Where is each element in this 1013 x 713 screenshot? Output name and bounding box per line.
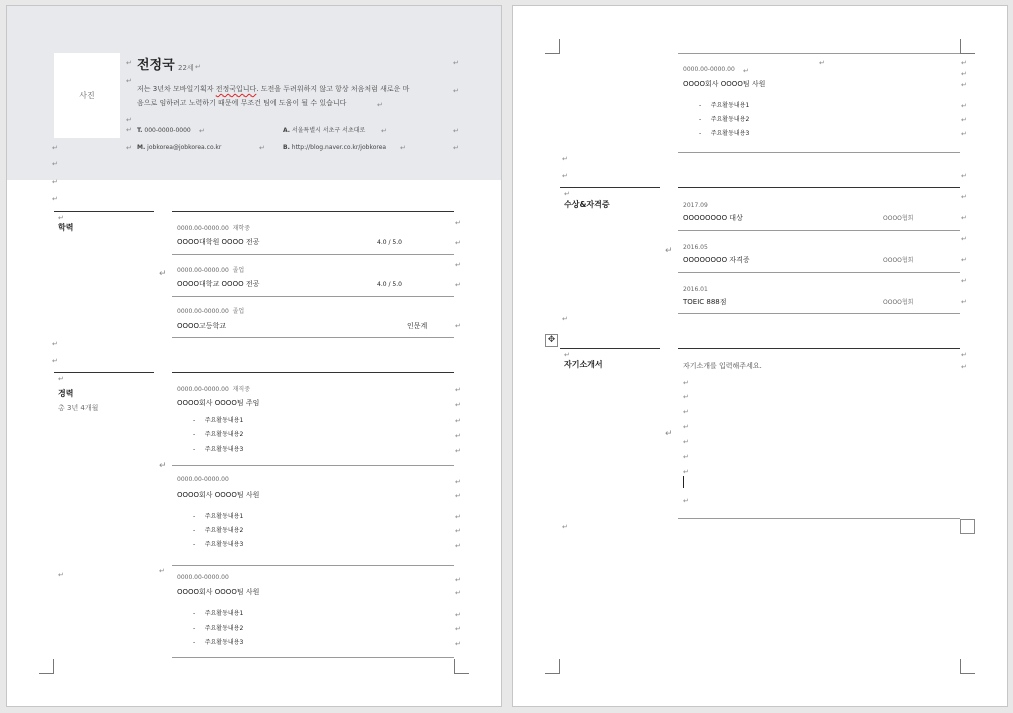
table-move-handle-icon[interactable]: ✥ bbox=[545, 334, 558, 347]
awards-left-rule bbox=[560, 187, 660, 188]
profile-photo-placeholder[interactable] bbox=[54, 53, 120, 138]
crop-mark bbox=[960, 659, 975, 674]
education-divider bbox=[172, 254, 454, 255]
paragraph-mark: ↵ bbox=[455, 625, 461, 633]
paragraph-mark: ↵ bbox=[52, 160, 58, 168]
bullet: - bbox=[193, 541, 196, 548]
award-name: OOOOOOOO 대상 bbox=[683, 214, 743, 222]
paragraph-mark: ↵ bbox=[52, 357, 58, 365]
career-org: OOOO회사 OOOO팀 사원 bbox=[683, 80, 766, 88]
award-date: 2016.05 bbox=[683, 244, 708, 251]
paragraph-mark: ↵ bbox=[743, 67, 749, 75]
career-task bbox=[193, 417, 243, 425]
career-org: OOOO회사 OOOO팀 사원 bbox=[177, 588, 260, 596]
career-divider bbox=[172, 465, 454, 466]
paragraph-mark: ↵ bbox=[961, 193, 967, 201]
paragraph-mark: ↵ bbox=[961, 214, 967, 222]
profile-age: 22세 bbox=[178, 64, 194, 72]
awards-divider bbox=[678, 272, 960, 273]
paragraph-mark: ↵ bbox=[961, 235, 967, 243]
paragraph-mark: ↵ bbox=[126, 126, 132, 134]
paragraph-mark: ↵ bbox=[961, 298, 967, 306]
task-text: 주요활동내용3 bbox=[204, 541, 244, 548]
paragraph-mark: ↵ bbox=[665, 246, 673, 256]
profile-name: 전정국 bbox=[137, 58, 175, 73]
profile-intro-line1 bbox=[137, 85, 409, 94]
education-grade: 4.0 / 5.0 bbox=[377, 281, 402, 288]
career-period: 0000.00-0000.00 bbox=[177, 476, 229, 483]
paragraph-mark: ↵ bbox=[159, 269, 167, 279]
photo-label: 사진 bbox=[79, 91, 95, 100]
address-value: 서울특별시 서초구 서초대로 bbox=[291, 127, 366, 134]
paragraph-mark: ↵ bbox=[455, 589, 461, 597]
paragraph-mark: ↵ bbox=[455, 542, 461, 550]
contact-email bbox=[137, 144, 221, 152]
paragraph-mark: ↵ bbox=[455, 576, 461, 584]
paragraph-mark: ↵ bbox=[665, 429, 673, 439]
contact-phone bbox=[137, 127, 191, 135]
paragraph-mark: ↵ bbox=[562, 315, 568, 323]
career-bottom-rule bbox=[172, 657, 454, 658]
career-task bbox=[193, 610, 243, 618]
career-period: 0000.00-0000.00 bbox=[177, 574, 229, 581]
document-page-1[interactable] bbox=[7, 6, 501, 706]
career-task bbox=[193, 625, 243, 633]
bullet: - bbox=[193, 527, 196, 534]
task-text: 주요활동내용2 bbox=[204, 625, 244, 632]
awards-bottom-rule bbox=[678, 313, 960, 314]
paragraph-mark: ↵ bbox=[683, 468, 689, 476]
paragraph-mark: ↵ bbox=[377, 101, 383, 109]
cover-letter-text[interactable]: 자기소개를 입력해주세요. bbox=[683, 362, 762, 370]
paragraph-mark: ↵ bbox=[961, 363, 967, 371]
career-right-rule bbox=[172, 372, 454, 373]
paragraph-mark: ↵ bbox=[52, 195, 58, 203]
paragraph-mark: ↵ bbox=[455, 492, 461, 500]
document-page-2[interactable] bbox=[513, 6, 1007, 706]
task-text: 주요활동내용3 bbox=[204, 446, 244, 453]
paragraph-mark: ↵ bbox=[453, 59, 459, 67]
paragraph-mark: ↵ bbox=[455, 219, 461, 227]
paragraph-mark: ↵ bbox=[455, 640, 461, 648]
bullet: - bbox=[193, 610, 196, 617]
paragraph-mark: ↵ bbox=[126, 116, 132, 124]
paragraph-mark: ↵ bbox=[683, 497, 689, 505]
awards-right-rule bbox=[678, 187, 960, 188]
career-task bbox=[193, 431, 243, 439]
education-school: OOOO대학원 OOOO 전공 bbox=[177, 238, 260, 246]
paragraph-mark: ↵ bbox=[453, 87, 459, 95]
paragraph-mark: ↵ bbox=[199, 127, 205, 135]
crop-mark bbox=[545, 659, 560, 674]
bullet: - bbox=[193, 446, 196, 453]
period: 0000.00-0000.00 bbox=[177, 386, 229, 393]
career-title: 경력 bbox=[58, 389, 74, 398]
task-text: 주요활동내용2 bbox=[204, 431, 244, 438]
award-date: 2016.01 bbox=[683, 286, 708, 293]
task-text: 주요활동내용2 bbox=[710, 116, 750, 123]
career-bottom-rule bbox=[678, 152, 960, 153]
blog-label: B. bbox=[283, 144, 290, 151]
bullet: - bbox=[193, 625, 196, 632]
bullet: - bbox=[193, 431, 196, 438]
education-title: 학력 bbox=[58, 223, 74, 232]
crop-mark bbox=[545, 39, 560, 54]
paragraph-mark: ↵ bbox=[961, 102, 967, 110]
education-period bbox=[177, 225, 250, 233]
award-org: OOOO협회 bbox=[883, 299, 914, 306]
paragraph-mark: ↵ bbox=[455, 386, 461, 394]
period: 0000.00-0000.00 bbox=[177, 267, 229, 274]
paragraph-mark: ↵ bbox=[159, 461, 167, 471]
career-org: OOOO회사 OOOO팀 주임 bbox=[177, 399, 260, 407]
paragraph-mark: ↵ bbox=[126, 59, 132, 67]
contact-blog bbox=[283, 144, 386, 152]
awards-title: 수상&자격증 bbox=[564, 200, 610, 209]
task-text: 주요활동내용1 bbox=[204, 513, 244, 520]
paragraph-mark: ↵ bbox=[455, 322, 461, 330]
paragraph-mark: ↵ bbox=[455, 447, 461, 455]
career-task bbox=[699, 130, 749, 138]
period: 0000.00-0000.00 bbox=[177, 225, 229, 232]
spellcheck-error[interactable]: 전정국입니다 bbox=[215, 85, 257, 93]
education-school: OOOO대학교 OOOO 전공 bbox=[177, 280, 260, 288]
cover-bottom-rule bbox=[678, 518, 960, 519]
intro-text-start: 저는 3년차 모바일기획자 bbox=[137, 85, 216, 93]
paragraph-mark: ↵ bbox=[455, 611, 461, 619]
paragraph-mark: ↵ bbox=[52, 340, 58, 348]
paragraph-mark: ↵ bbox=[455, 401, 461, 409]
task-text: 주요활동내용1 bbox=[204, 417, 244, 424]
career-task bbox=[699, 102, 749, 110]
email-value: jobkorea@jobkorea.co.kr bbox=[147, 144, 222, 151]
education-period bbox=[177, 267, 244, 275]
address-label: A. bbox=[283, 127, 291, 134]
task-text: 주요활동내용2 bbox=[204, 527, 244, 534]
paragraph-mark: ↵ bbox=[819, 59, 825, 67]
bullet: - bbox=[193, 639, 196, 646]
crop-mark bbox=[454, 659, 469, 674]
paragraph-mark: ↵ bbox=[455, 281, 461, 289]
paragraph-mark: ↵ bbox=[52, 144, 58, 152]
paragraph-mark: ↵ bbox=[683, 379, 689, 387]
paragraph-mark: ↵ bbox=[126, 77, 132, 85]
education-right-rule bbox=[172, 211, 454, 212]
career-org: OOOO회사 OOOO팀 사원 bbox=[177, 491, 260, 499]
paragraph-mark: ↵ bbox=[683, 423, 689, 431]
career-period bbox=[177, 386, 250, 394]
paragraph-mark: ↵ bbox=[961, 172, 967, 180]
award-name: OOOOOOOO 자격증 bbox=[683, 256, 750, 264]
status: 졸업 bbox=[232, 267, 245, 274]
cover-right-rule bbox=[678, 348, 960, 349]
paragraph-mark: ↵ bbox=[455, 261, 461, 269]
paragraph-mark: ↵ bbox=[259, 144, 265, 152]
career-period: 0000.00-0000.00 bbox=[683, 66, 735, 73]
paragraph-mark: ↵ bbox=[683, 408, 689, 416]
paragraph-mark: ↵ bbox=[455, 239, 461, 247]
paragraph-mark: ↵ bbox=[58, 214, 64, 222]
awards-divider bbox=[678, 230, 960, 231]
bullet: - bbox=[699, 130, 702, 137]
paragraph-mark: ↵ bbox=[562, 172, 568, 180]
profile-intro-line2: 음으로 임하려고 노력하기 때문에 무조건 팀에 도움이 될 수 있습니다 bbox=[137, 99, 347, 107]
task-text: 주요활동내용3 bbox=[204, 639, 244, 646]
paragraph-mark: ↵ bbox=[455, 513, 461, 521]
education-divider bbox=[172, 296, 454, 297]
education-left-rule bbox=[54, 211, 154, 212]
paragraph-mark: ↵ bbox=[126, 144, 132, 152]
task-text: 주요활동내용3 bbox=[710, 130, 750, 137]
paragraph-mark: ↵ bbox=[961, 59, 967, 67]
bullet: - bbox=[193, 417, 196, 424]
cover-left-rule bbox=[560, 348, 660, 349]
paragraph-mark: ↵ bbox=[961, 116, 967, 124]
career-task bbox=[193, 513, 243, 521]
paragraph-mark: ↵ bbox=[159, 567, 165, 575]
task-text: 주요활동내용1 bbox=[710, 102, 750, 109]
period: 0000.00-0000.00 bbox=[177, 308, 229, 315]
phone-label: T. bbox=[137, 127, 143, 134]
paragraph-mark: ↵ bbox=[52, 178, 58, 186]
paragraph-mark: ↵ bbox=[961, 81, 967, 89]
award-date: 2017.09 bbox=[683, 202, 708, 209]
paragraph-mark: ↵ bbox=[564, 351, 570, 359]
paragraph-mark: ↵ bbox=[961, 351, 967, 359]
award-org: OOOO협회 bbox=[883, 257, 914, 264]
blog-value: http://blog.naver.co.kr/jobkorea bbox=[291, 144, 387, 151]
phone-value: 000-0000-0000 bbox=[144, 127, 191, 134]
career-task bbox=[193, 446, 243, 454]
text-cursor bbox=[683, 476, 684, 488]
task-text: 주요활동내용1 bbox=[204, 610, 244, 617]
career-continued-top-rule bbox=[678, 53, 960, 54]
paragraph-mark: ↵ bbox=[961, 70, 967, 78]
education-grade: 인문계 bbox=[407, 322, 428, 330]
intro-text-end: . 도전을 두려워하지 않고 항상 처음처럼 새로운 마 bbox=[256, 85, 410, 93]
paragraph-mark: ↵ bbox=[455, 527, 461, 535]
cover-letter-title: 자기소개서 bbox=[564, 360, 603, 369]
award-name: TOEIC 888점 bbox=[683, 298, 727, 306]
status: 재직중 bbox=[232, 386, 251, 393]
crop-mark bbox=[39, 659, 54, 674]
career-task bbox=[699, 116, 749, 124]
paragraph-mark: ↵ bbox=[455, 417, 461, 425]
bullet: - bbox=[699, 116, 702, 123]
paragraph-mark: ↵ bbox=[58, 571, 64, 579]
paragraph-mark: ↵ bbox=[564, 190, 570, 198]
bullet: - bbox=[193, 513, 196, 520]
education-grade: 4.0 / 5.0 bbox=[377, 239, 402, 246]
career-task bbox=[193, 541, 243, 549]
paragraph-mark: ↵ bbox=[562, 155, 568, 163]
paragraph-mark: ↵ bbox=[453, 144, 459, 152]
bullet: - bbox=[699, 102, 702, 109]
paragraph-mark: ↵ bbox=[195, 63, 201, 71]
education-school: OOOO고등학교 bbox=[177, 322, 227, 330]
education-bottom-rule bbox=[172, 337, 454, 338]
career-total: 총 3년 4개월 bbox=[58, 404, 99, 412]
career-left-rule bbox=[54, 372, 154, 373]
paragraph-mark: ↵ bbox=[683, 438, 689, 446]
paragraph-mark: ↵ bbox=[683, 453, 689, 461]
paragraph-mark: ↵ bbox=[381, 127, 387, 135]
table-resize-handle-icon[interactable] bbox=[960, 519, 975, 534]
paragraph-mark: ↵ bbox=[455, 478, 461, 486]
contact-address bbox=[283, 127, 365, 135]
paragraph-mark: ↵ bbox=[58, 375, 64, 383]
career-divider bbox=[172, 565, 454, 566]
crop-mark bbox=[960, 39, 975, 54]
career-task bbox=[193, 527, 243, 535]
education-period bbox=[177, 308, 244, 316]
email-label: M. bbox=[137, 144, 146, 151]
paragraph-mark: ↵ bbox=[400, 144, 406, 152]
paragraph-mark: ↵ bbox=[961, 130, 967, 138]
status: 재학중 bbox=[232, 225, 251, 232]
paragraph-mark: ↵ bbox=[562, 523, 568, 531]
award-org: OOOO협회 bbox=[883, 215, 914, 222]
paragraph-mark: ↵ bbox=[455, 432, 461, 440]
status: 졸업 bbox=[232, 308, 245, 315]
paragraph-mark: ↵ bbox=[453, 127, 459, 135]
career-task bbox=[193, 639, 243, 647]
paragraph-mark: ↵ bbox=[683, 393, 689, 401]
paragraph-mark: ↵ bbox=[961, 277, 967, 285]
paragraph-mark: ↵ bbox=[961, 256, 967, 264]
